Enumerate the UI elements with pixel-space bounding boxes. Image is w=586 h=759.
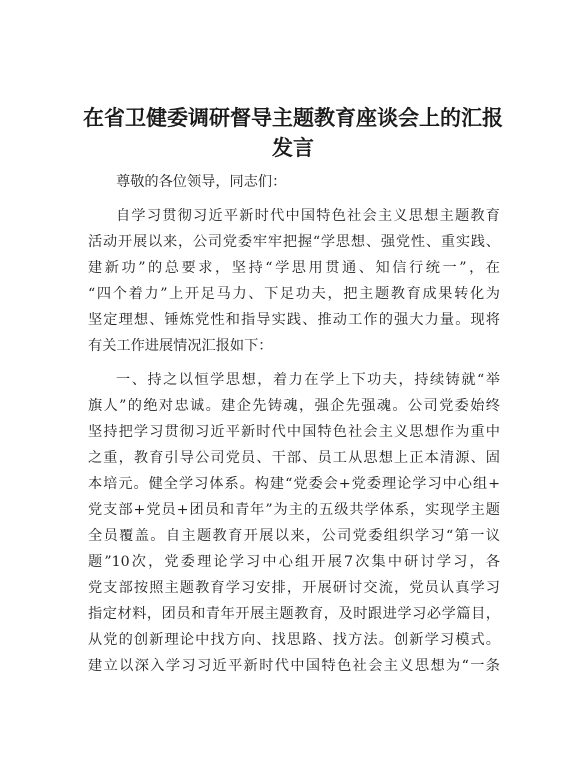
document-title-line-2: 发言 xyxy=(272,136,314,160)
paragraph-2-line-11: 从党的创新理论中找方向、找思路、找方法。创新学习模式。 xyxy=(88,632,500,648)
paragraph-1-line-1: 自学习贯彻习近平新时代中国特色社会主义思想主题教育 xyxy=(116,208,500,224)
paragraph-1-line-6: 有关工作进展情况汇报如下： xyxy=(88,338,273,354)
document-title-line-1: 在省卫健委调研督导主题教育座谈会上的汇报 xyxy=(83,106,503,130)
paragraph-1-line-2: 活动开展以来，公司党委牢牢把握“学思想、强党性、重实践、 xyxy=(88,234,500,250)
paragraph-2-line-8: 题”10次，党委理论学习中心组开展7次集中研讨学习，各 xyxy=(88,554,500,570)
paragraph-2-line-10: 指定材料，团员和青年开展主题教育，及时跟进学习必学篇目， xyxy=(88,606,500,622)
paragraph-2-line-7: 全员覆盖。自主题教育开展以来，公司党委组织学习“第一议 xyxy=(88,528,500,544)
paragraph-2-line-12: 建立以深入学习习近平新时代中国特色社会主义思想为“一条 xyxy=(88,658,500,674)
paragraph-2-line-5: 本培元。健全学习体系。构建“党委会+党委理论学习中心组+ xyxy=(88,476,500,492)
paragraph-1-line-3: 建新功”的总要求，坚持“学思用贯通、知信行统一”，在 xyxy=(88,260,500,276)
paragraph-2-line-1: 一、持之以恒学思想，着力在学上下功夫，持续铸就“举 xyxy=(116,372,500,388)
salutation: 尊敬的各位领导，同志们： xyxy=(116,174,287,190)
paragraph-2-line-4: 之重，教育引导公司党员、干部、员工从思想上正本清源、固 xyxy=(88,450,500,466)
paragraph-1-line-5: 坚定理想、锤炼党性和指导实践、推动工作的强大力量。现将 xyxy=(88,312,500,328)
paragraph-2-line-2: 旗人”的绝对忠诚。建企先铸魂，强企先强魂。公司党委始终 xyxy=(88,398,500,414)
paragraph-2-line-9: 党支部按照主题教育学习安排，开展研讨交流，党员认真学习 xyxy=(88,580,500,596)
paragraph-2-line-6: 党支部+党员+团员和青年”为主的五级共学体系，实现学主题 xyxy=(88,502,500,518)
paragraph-1-line-4: “四个着力”上开足马力、下足功夫，把主题教育成果转化为 xyxy=(88,286,500,302)
paragraph-2-line-3: 坚持把学习贯彻习近平新时代中国特色社会主义思想作为重中 xyxy=(88,424,500,440)
